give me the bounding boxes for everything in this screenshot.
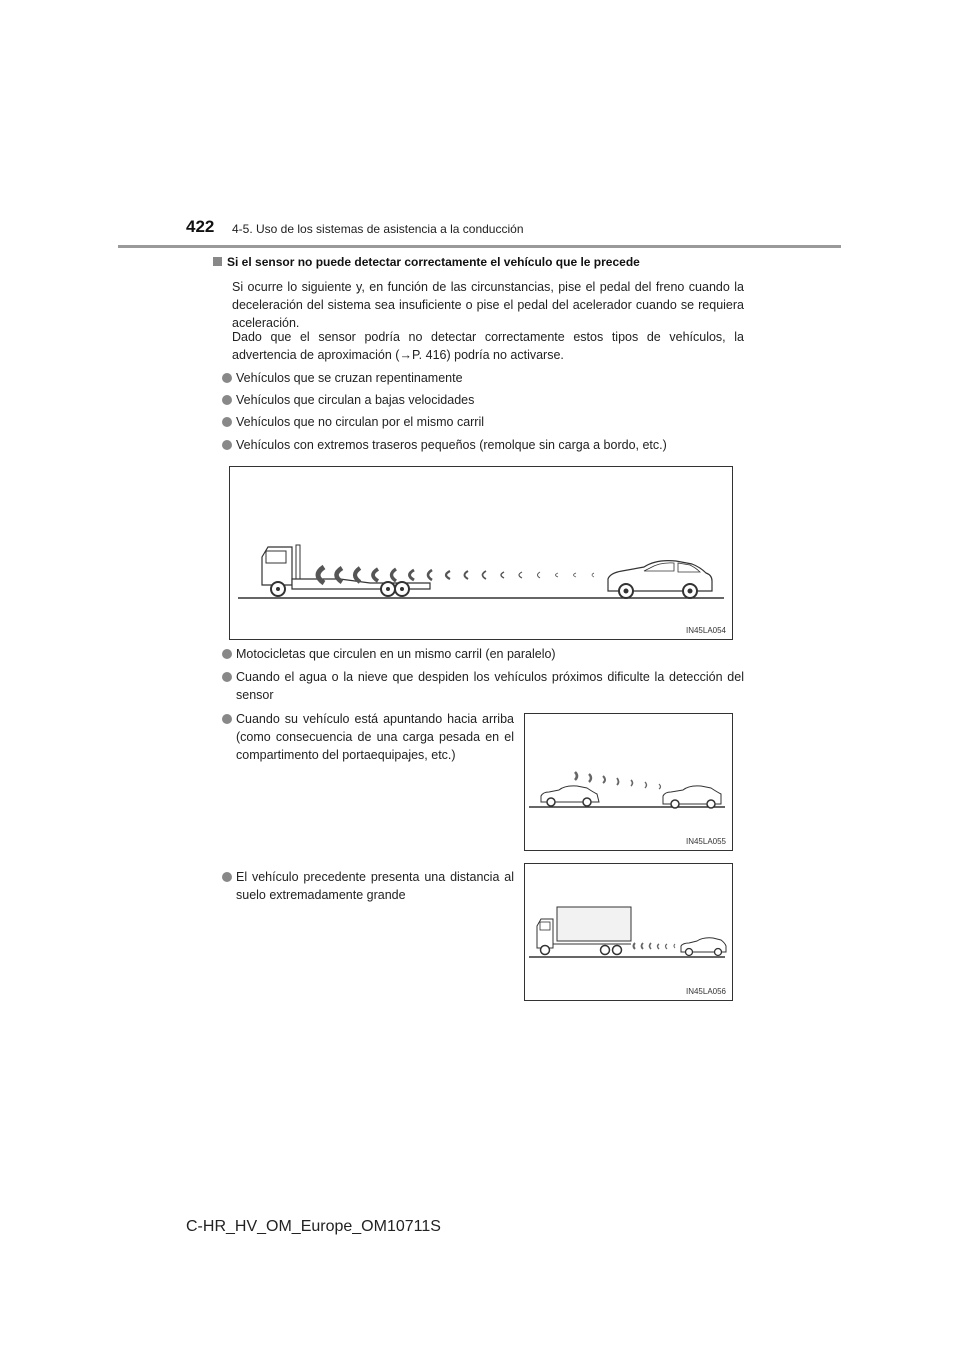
bullet-dot-icon [222,649,232,659]
heading-text: Si el sensor no puede detectar correctamente el vehículo que le precede [227,255,640,269]
bullet-dot-icon [222,417,232,427]
bullet-item [222,668,744,704]
section-title: 4-5. Uso de los sistemas de asistencia a la conducción [232,222,524,236]
paragraph-1: Si ocurre lo siguiente y, en función de las circunstancias, pise el pedal del freno cuando la deceleración del sistema sea insuficiente o pise el pedal del acelerador cuando se requiera aceleración. [232,280,744,330]
bullet-text: Motocicletas que circulen en un mismo carril (en paralelo) [236,647,556,661]
figure-trailer [229,466,733,640]
bullet-dot-icon [222,672,232,682]
heading [213,255,640,269]
page-number: 422 [186,217,215,236]
figure-high-clearance [524,863,733,1001]
bullet-item [222,710,514,764]
bullet-text: Vehículos con extremos traseros pequeños (remolque sin carga a bordo, etc.) [236,438,667,452]
car-upward-illustration [525,714,732,850]
header-rule [118,245,841,248]
bullet-item [222,391,474,409]
bullet-dot-icon [222,395,232,405]
bullet-item [222,436,667,454]
figure-code: IN45LA054 [685,626,726,635]
bullet-text: Cuando su vehículo está apuntando hacia arriba (como consecuencia de una carga pesada en el compartimento del portaequipajes, etc.) [236,712,514,762]
bullet-item [222,645,556,663]
bullet-item [222,868,514,904]
bullet-dot-icon [222,714,232,724]
bullet-text: Vehículos que circulan a bajas velocidades [236,393,475,407]
bullet-text: El vehículo precedente presenta una distancia al suelo extremadamente grande [236,870,514,902]
bullet-item [222,369,463,387]
bullet-text: Vehículos que no circulan por el mismo carril [236,415,485,429]
bullet-dot-icon [222,440,232,450]
paragraph-2: Dado que el sensor podría no detectar correctamente estos tipos de vehículos, la advertencia de aproximación (→P. 416) podría no activarse. [232,330,744,362]
figure-code: IN45LA055 [685,837,726,846]
figure-code: IN45LA056 [685,987,726,996]
figure-car-upward [524,713,733,851]
bullet-dot-icon [222,373,232,383]
trailer-illustration [230,467,732,639]
footer-document-id: C-HR_HV_OM_Europe_OM10711S [186,1218,441,1235]
bullet-dot-icon [222,872,232,882]
bullet-item [222,413,484,431]
bullet-text: Vehículos que se cruzan repentinamente [236,371,463,385]
square-bullet-icon [213,257,222,266]
high-clearance-illustration [525,864,732,1000]
bullet-text: Cuando el agua o la nieve que despiden los vehículos próximos dificulte la detección del sensor [236,670,744,702]
